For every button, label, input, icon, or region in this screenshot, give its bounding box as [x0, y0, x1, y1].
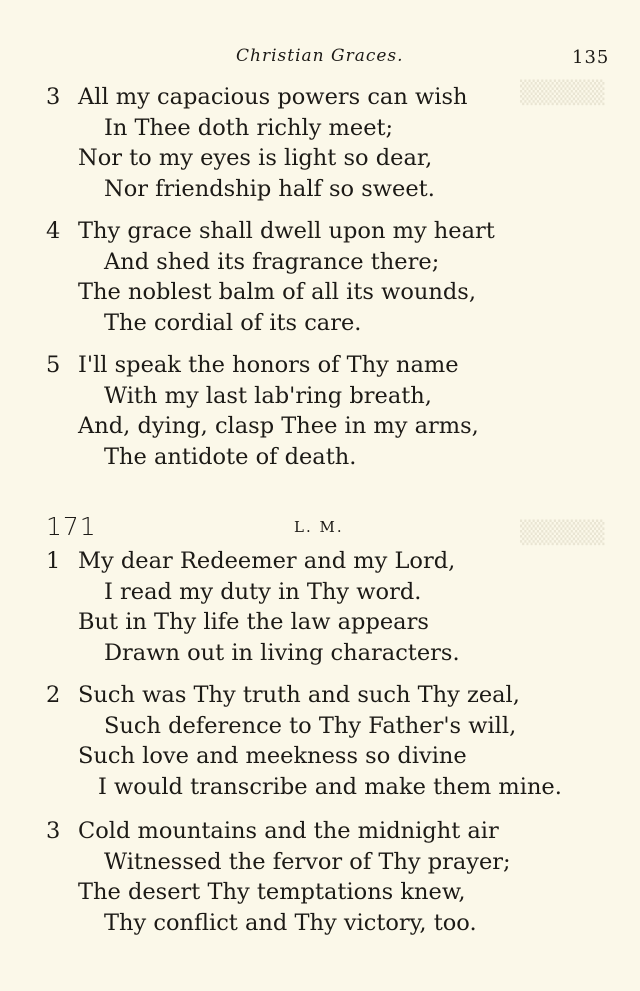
stanza-line — [0, 216, 640, 247]
hymn-meter: L. M. — [294, 518, 344, 536]
stanza-line — [0, 847, 640, 878]
stanza-line — [0, 546, 640, 577]
line-text: The cordial of its care. — [104, 309, 362, 336]
stanza-line — [0, 877, 640, 908]
stanza-line — [0, 143, 640, 174]
line-text: All my capacious powers can wish — [78, 84, 468, 110]
line-text: The desert Thy temptations knew, — [78, 879, 466, 905]
stanza-number: 2 — [46, 682, 61, 708]
line-text: Such was Thy truth and such Thy zeal, — [78, 682, 520, 708]
stanza-line — [0, 277, 640, 308]
stanza-line — [0, 247, 640, 278]
show-through-shadow: ▒▒▒▒▒ — [520, 521, 605, 546]
page-number: 135 — [572, 47, 610, 68]
line-text: My dear Redeemer and my Lord, — [78, 548, 456, 574]
line-text: And, dying, clasp Thee in my arms, — [78, 413, 479, 439]
stanza — [0, 216, 640, 338]
stanza — [0, 82, 640, 204]
stanza-line — [0, 816, 640, 847]
stanza-line — [0, 442, 640, 473]
stanza — [0, 680, 640, 802]
stanza-line — [0, 680, 640, 711]
line-text: I would transcribe and make them mine. — [98, 773, 562, 800]
stanza-line — [0, 113, 640, 144]
line-text: Drawn out in living characters. — [104, 639, 460, 666]
line-text: I read my duty in Thy word. — [104, 578, 422, 605]
stanza-line — [0, 350, 640, 381]
line-text: Cold mountains and the midnight air — [78, 818, 499, 844]
hymn-header — [0, 512, 640, 542]
line-text: With my last lab'ring breath, — [104, 382, 432, 409]
line-text: But in Thy life the law appears — [78, 609, 429, 635]
stanza-line — [0, 82, 640, 113]
stanza-line — [0, 711, 640, 742]
running-head: Christian Graces. — [236, 46, 404, 66]
stanza-line — [0, 607, 640, 638]
stanza-line — [0, 741, 640, 772]
stanza — [0, 350, 640, 472]
hymn-number: 171 — [46, 512, 97, 541]
stanza-line — [0, 908, 640, 939]
line-text: Such deference to Thy Father's will, — [104, 712, 517, 739]
line-text: Nor friendship half so sweet. — [104, 175, 435, 202]
line-text: The antidote of death. — [104, 443, 357, 470]
line-text: And shed its fragrance there; — [104, 248, 440, 275]
line-text: In Thee doth richly meet; — [104, 114, 394, 141]
line-text: I'll speak the honors of Thy name — [78, 352, 459, 378]
stanza-line — [0, 577, 640, 608]
line-text: Thy grace shall dwell upon my heart — [78, 218, 495, 244]
stanza-number: 5 — [46, 352, 61, 378]
line-text: Such love and meekness so divine — [78, 743, 467, 769]
line-text: The noblest balm of all its wounds, — [78, 279, 476, 305]
line-text: Witnessed the fervor of Thy prayer; — [104, 848, 511, 875]
stanza — [0, 816, 640, 938]
stanza-line — [0, 381, 640, 412]
stanza-number: 4 — [46, 218, 61, 244]
stanza-number: 1 — [46, 548, 61, 574]
stanza-line — [0, 411, 640, 442]
show-through-shadow: ▒▒▒▒▒ — [520, 81, 605, 106]
line-text: Nor to my eyes is light so dear, — [78, 145, 433, 171]
line-text: Thy conflict and Thy victory, too. — [104, 909, 477, 936]
stanza-number: 3 — [46, 84, 61, 110]
stanza-line — [0, 308, 640, 339]
stanza-line — [0, 772, 640, 803]
stanza-line — [0, 638, 640, 669]
stanza-line — [0, 174, 640, 205]
stanza — [0, 546, 640, 668]
stanza-number: 3 — [46, 818, 61, 844]
